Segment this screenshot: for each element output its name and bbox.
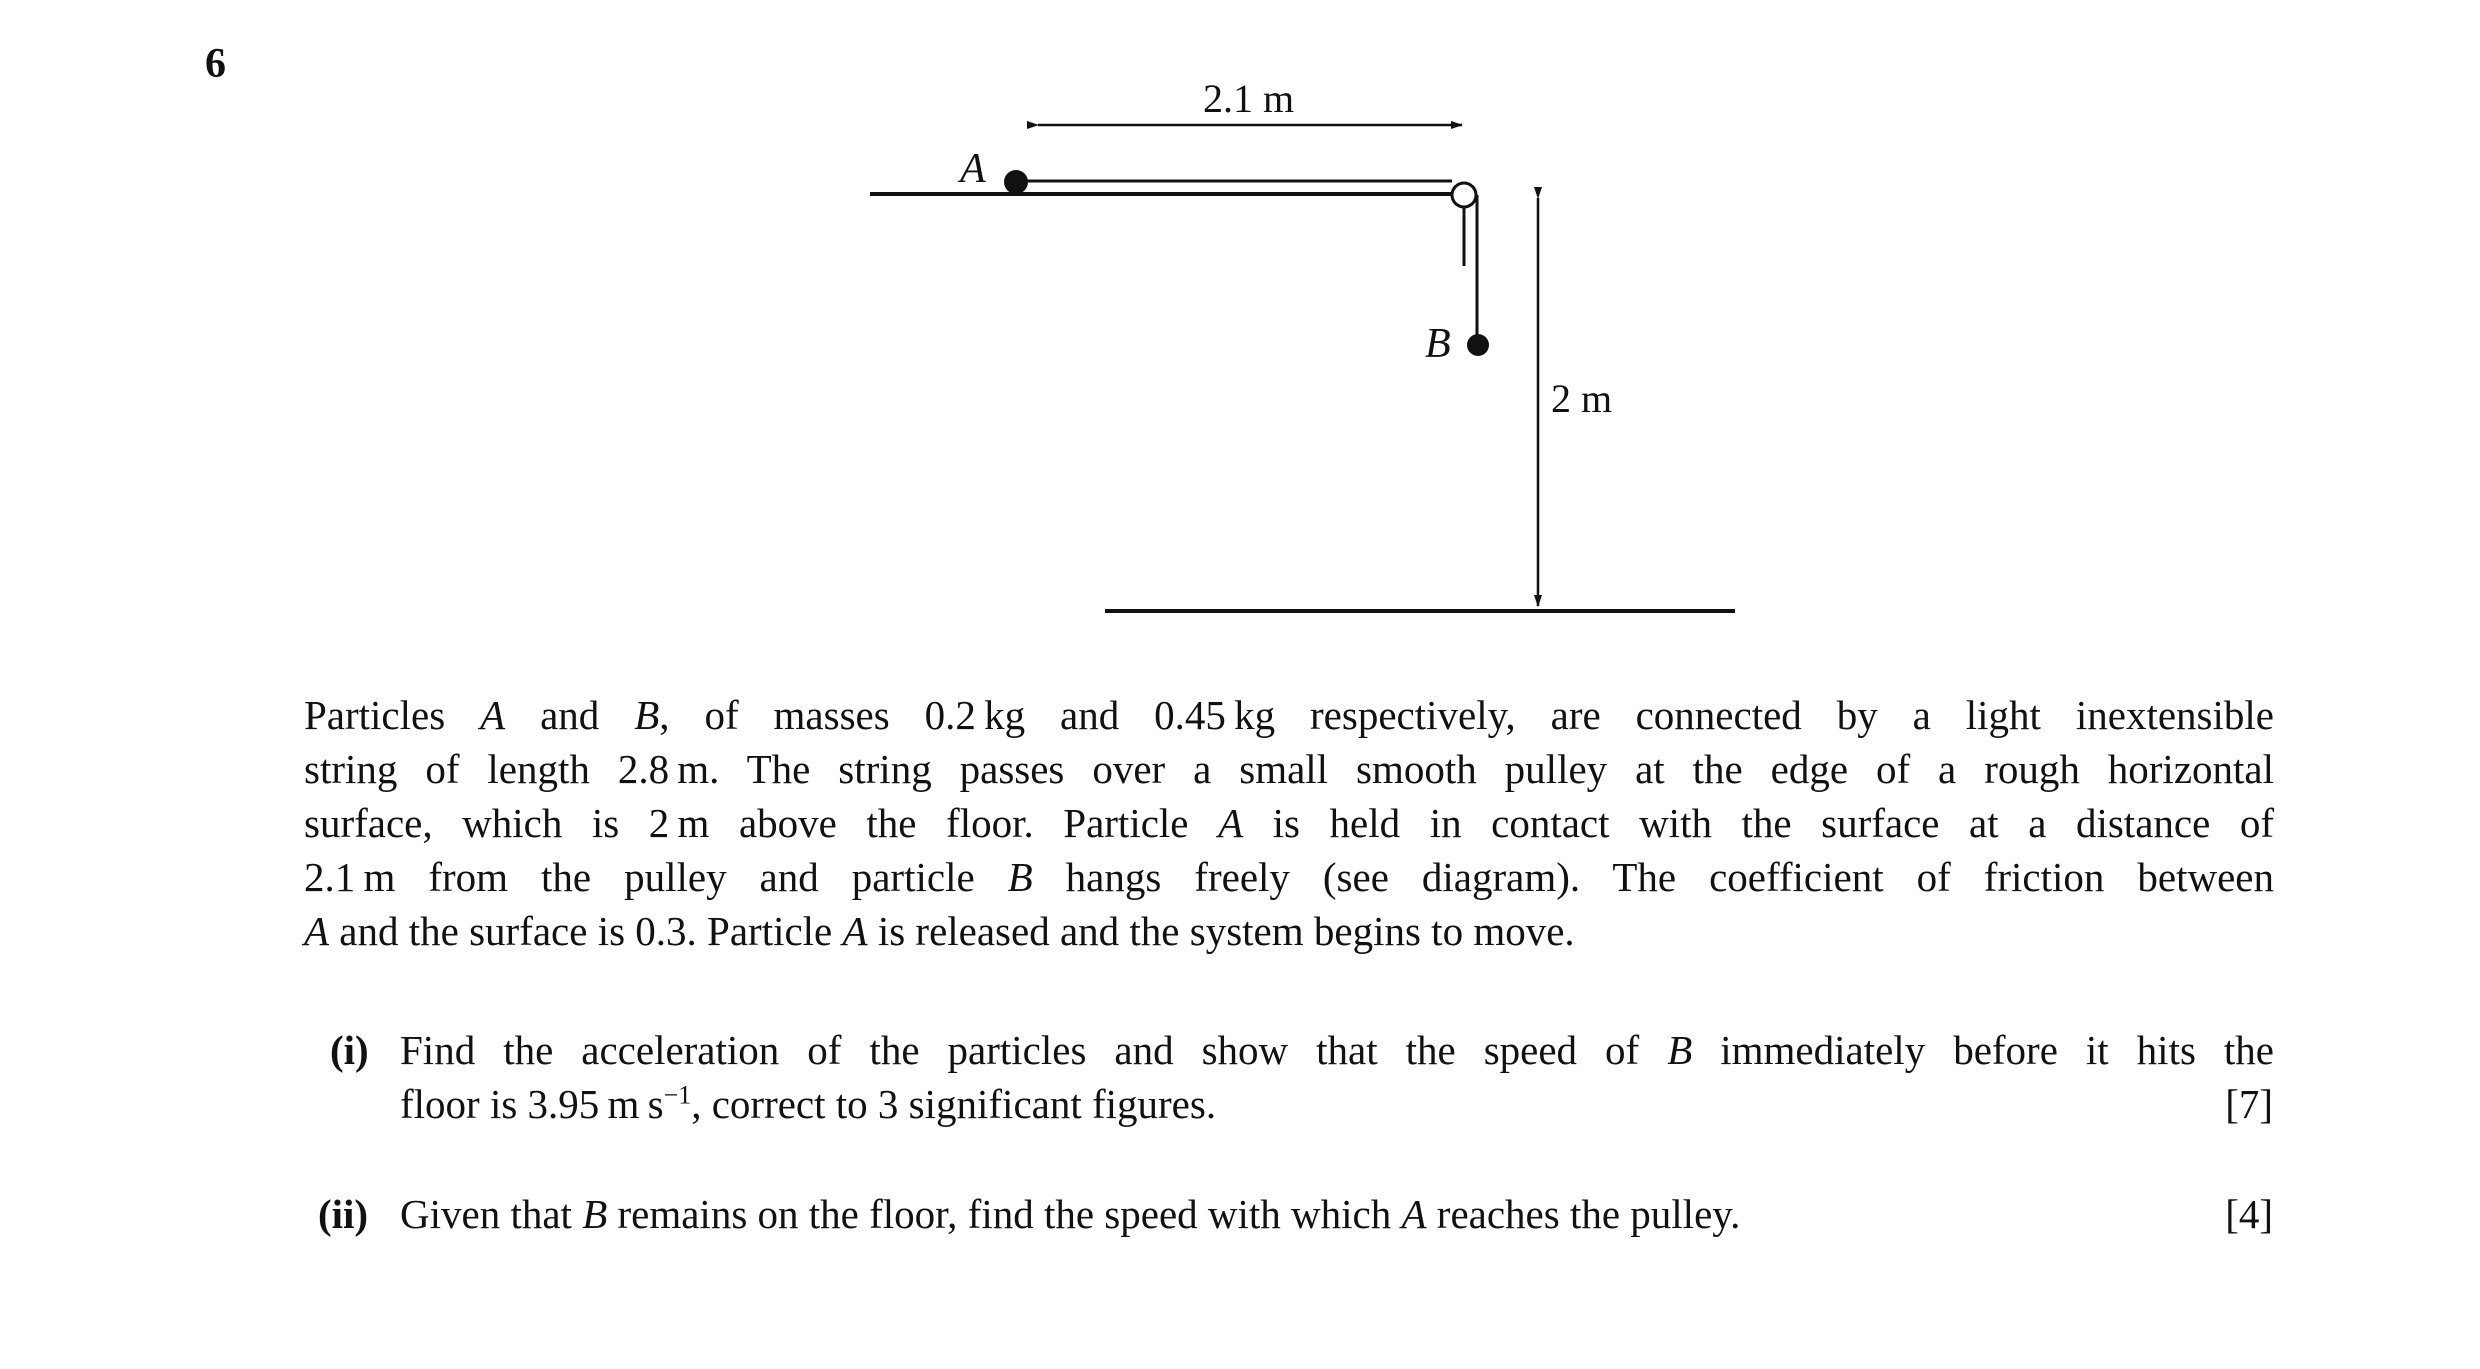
particle-a [1004,170,1028,194]
part-i-label: (i) [330,1027,369,1073]
part-i-marks: [7] [2225,1081,2273,1127]
part-ii-text: Given that B remains on the floor, find the speed with which A reaches the pulley. [400,1191,1741,1237]
part-i-text: Find the acceleration of the particles and show that the speed of B immediately before it hits the floor is 3.95 m $s^{-1}$, correct to 3 significant figures. [400,1027,2274,1127]
stem-line-5: A and the surface is 0.3. Particle A is released and the system begins to move. [304,908,1575,954]
stem-line-2: string of length 2.8 m. The string passes over a small smooth pulley at the edge of a rough horizontal [304,746,2274,792]
label-b: B [1425,321,1451,367]
part-ii [0,1187,2480,1247]
part-ii-marks: [4] [2225,1191,2273,1237]
pulley-diagram [0,0,2480,660]
label-a: A [960,146,986,192]
particle-b [1467,334,1489,356]
stem-line-4: 2.1 m from the pulley and particle B hangs freely (see diagram). The coefficient of friction between [304,854,2274,900]
question-stem [304,688,2274,958]
part-i [0,1023,2480,1143]
stem-line-1: Particles A and B, of masses 0.2 kg and 0.45 kg respectively, are connected by a light inextensible [304,692,2274,738]
dimension-label-vertical: 2 m [1551,376,1613,421]
question-number: 6 [205,41,226,87]
stem-line-3: surface, which is 2 m above the floor. Particle A is held in contact with the surface at a distance of [304,800,2274,846]
pulley-icon [1452,183,1476,207]
part-ii-label: (ii) [318,1191,369,1237]
dimension-label-horizontal: 2.1 m [1203,76,1295,121]
